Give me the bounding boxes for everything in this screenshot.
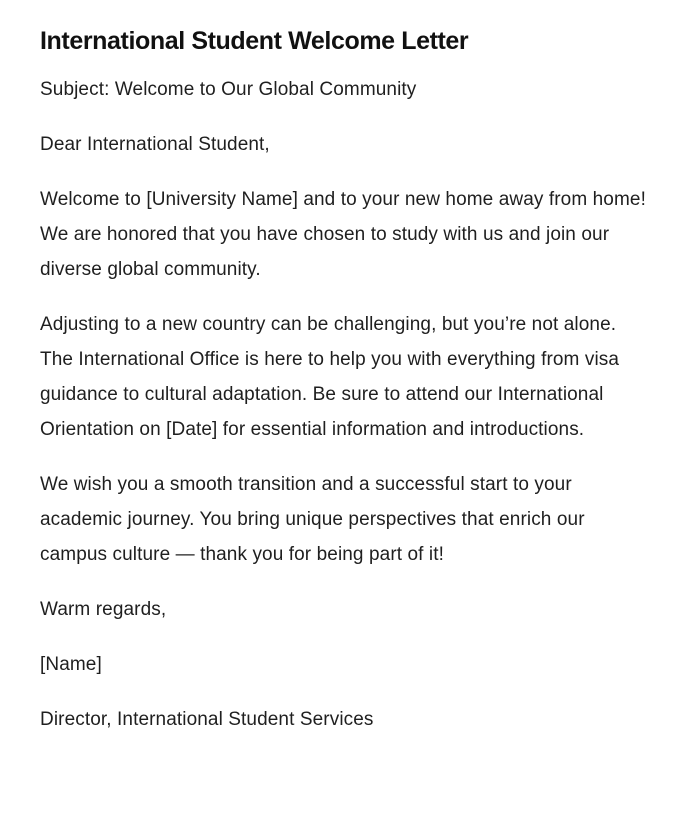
signature-name: [Name] <box>40 654 102 675</box>
letter-subject: Subject: Welcome to Our Global Community <box>40 79 417 100</box>
letter-salutation: Dear International Student, <box>40 134 270 155</box>
letter-paragraph-welcome: Welcome to [University Name] and to your new home away from home! We are honored that you have chosen to study with us and join our diverse global community. <box>40 189 646 280</box>
letter-paragraph-wishes: We wish you a smooth transition and a successful start to your academic journey. You bring unique perspectives that enrich our campus culture — thank you for being part of it! <box>40 474 585 565</box>
letter-paragraph-support: Adjusting to a new country can be challenging, but you’re not alone. The International Office is here to help you with everything from visa guidance to cultural adaptation. Be sure to attend our International Orientation on [Date] for essential information and introductions. <box>40 314 620 440</box>
signature-title: Director, International Student Services <box>40 709 374 730</box>
letter-closing: Warm regards, <box>40 599 167 620</box>
letter-title: International Student Welcome Letter <box>40 27 469 55</box>
letter-document <box>40 24 650 757</box>
